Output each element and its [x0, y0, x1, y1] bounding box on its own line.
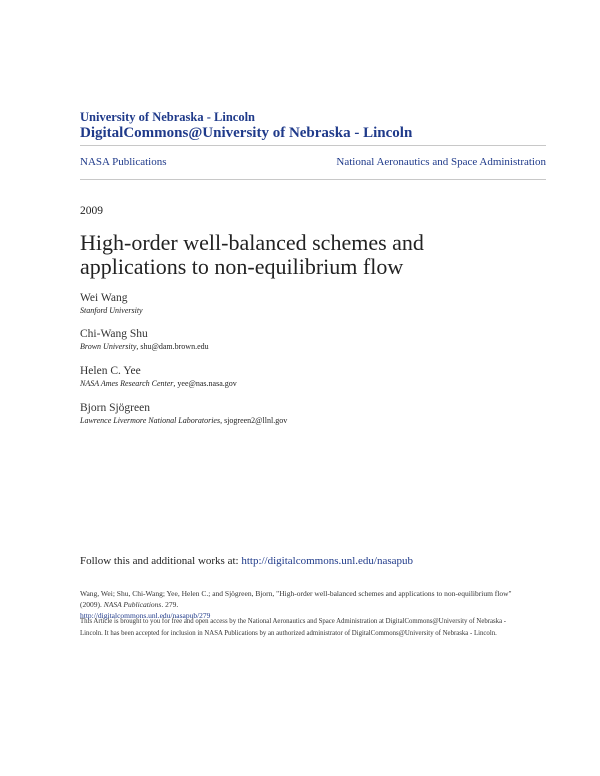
article-title: High-order well-balanced schemes and applications to non-equilibrium flow — [80, 230, 424, 279]
bottom-divider — [80, 179, 546, 180]
author-name: Bjorn Sjögreen — [80, 402, 150, 414]
author-name: Chi-Wang Shu — [80, 328, 148, 340]
institution-header — [80, 110, 412, 143]
author-email: , yee@nas.nasa.gov — [173, 379, 237, 388]
author-email: , sjogreen2@llnl.gov — [220, 416, 288, 425]
university-link[interactable]: University of Nebraska - Lincoln — [80, 110, 255, 124]
author-block — [80, 364, 237, 389]
author-email: , shu@dam.brown.edu — [136, 342, 209, 351]
author-affiliation: Stanford University — [80, 306, 143, 315]
nasa-publications-link[interactable]: NASA Publications — [80, 156, 167, 168]
author-affiliation: Brown University, shu@dam.brown.edu — [80, 342, 209, 351]
author-name: Helen C. Yee — [80, 365, 141, 377]
access-notice: This Article is brought to you for free and open access by the National Aeronautics and Space Administration at DigitalCommons@University of Nebraska - Lincoln. It has been accepted for inclusion in NASA Publications by an authorized administrator of DigitalCommons@University of Nebraska - Lincoln. — [80, 618, 507, 637]
author-block — [80, 291, 143, 316]
nasa-administration-link[interactable]: National Aeronautics and Space Administration — [336, 156, 546, 168]
author-block — [80, 327, 209, 352]
author-block — [80, 401, 287, 426]
follow-text: Follow this and additional works at: — [80, 555, 242, 567]
repository-link[interactable]: DigitalCommons@University of Nebraska - Lincoln — [80, 125, 413, 141]
nasapub-link[interactable]: http://digitalcommons.unl.edu/nasapub — [241, 555, 414, 567]
citation: Wang, Wei; Shu, Chi-Wang; Yee, Helen C.; and Sjögreen, Bjorn, "High-order well-balanced schemes and applications to non-equilibrium flow" (2009). NASA Publications. 279. http://digitalcommons.unl.edu/nasapub/279 — [80, 588, 528, 621]
citation-link[interactable]: http://digitalcommons.unl.edu/nasapub/279 — [80, 611, 211, 620]
publication-year: 2009 — [80, 205, 103, 217]
top-divider — [80, 145, 546, 146]
author-name: Wei Wang — [80, 292, 128, 304]
author-affiliation: Lawrence Livermore National Laboratories, sjogreen2@llnl.gov — [80, 416, 288, 425]
follow-line — [80, 555, 413, 567]
author-affiliation: NASA Ames Research Center, yee@nas.nasa.gov — [80, 379, 237, 388]
